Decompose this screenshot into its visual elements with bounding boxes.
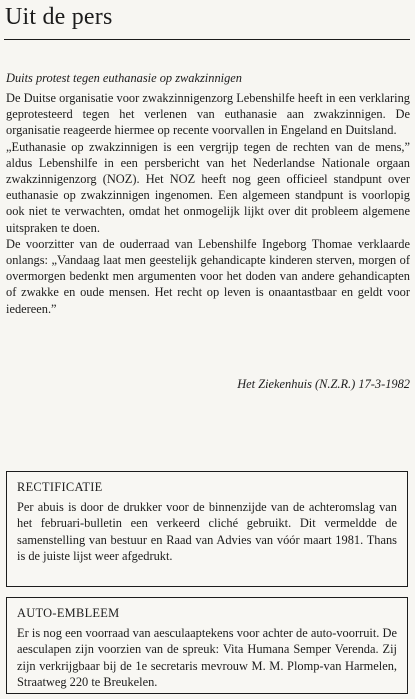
- auto-embleem-box: [6, 597, 408, 694]
- article-source: Het Ziekenhuis (N.Z.R.) 17-3-1982: [237, 377, 410, 391]
- auto-embleem-heading: AUTO-EMBLEEM: [17, 606, 120, 620]
- rectificatie-heading: RECTIFICATIE: [17, 480, 103, 494]
- section-title: Uit de pers: [5, 4, 113, 30]
- page-header: [4, 1, 410, 40]
- article-subtitle: Duits protest tegen euthanasie op zwakzinnigen: [6, 71, 242, 85]
- article: [6, 70, 410, 317]
- article-paragraph: „Euthanasie op zwakzinnigen is een vergrijp tegen de rechten van de mens,” aldus Lebenshilfe in een persbericht van het Nederlandse Nationale orgaan zwakzinnigenzorg (NOZ). Het NOZ heeft nog geen officieel standpunt over euthanasie op zwakzinnigen ingenomen. Een algemeen standpunt is voorlopig ook niet te verwachten, omdat het onmogelijk lijkt over dit probleem algemene uitspraken te doen.: [6, 139, 410, 235]
- article-body: [6, 90, 410, 317]
- rectificatie-box: [6, 471, 408, 587]
- article-paragraph: De Duitse organisatie voor zwakzinnigenzorg Lebenshilfe heeft in een verklaring geprotesteerd tegen het verlenen van euthanasie aan zwakzinnigen. De organisatie reageerde hiermee op recente voorvallen in Engeland en Duitsland.: [6, 91, 410, 138]
- article-paragraph: De voorzitter van de ouderraad van Lebenshilfe Ingeborg Thomae verklaarde onlangs: „Vandaag laat men geestelijk gehandicapte kinderen sterven, morgen of overmorgen bedenkt men argumenten voor het doden van andere gehandicapten of zwakke en oude mensen. Het recht op leven is onaantastbaar en geldt voor iedereen.”: [6, 236, 410, 316]
- auto-embleem-body: Er is nog een voorraad van aesculaaptekens voor achter de auto-voorruit. De aesculapen zijn voorzien van de spreuk: Vita Humana Semper Verenda. Zij zijn verkrijgbaar bij de 1e secretaris mevrouw M. M. Plomp-van Harmelen, Straatweg 220 te Breukelen.: [17, 626, 397, 690]
- rectificatie-body: Per abuis is door de drukker voor de binnenzijde van de achteromslag van het februari-bulletin een verkeerd cliché gebruikt. Dit vermeldde de samenstelling van bestuur en Raad van Advies van vóór maart 1981. Thans is de juiste lijst weer afgedrukt.: [17, 500, 397, 564]
